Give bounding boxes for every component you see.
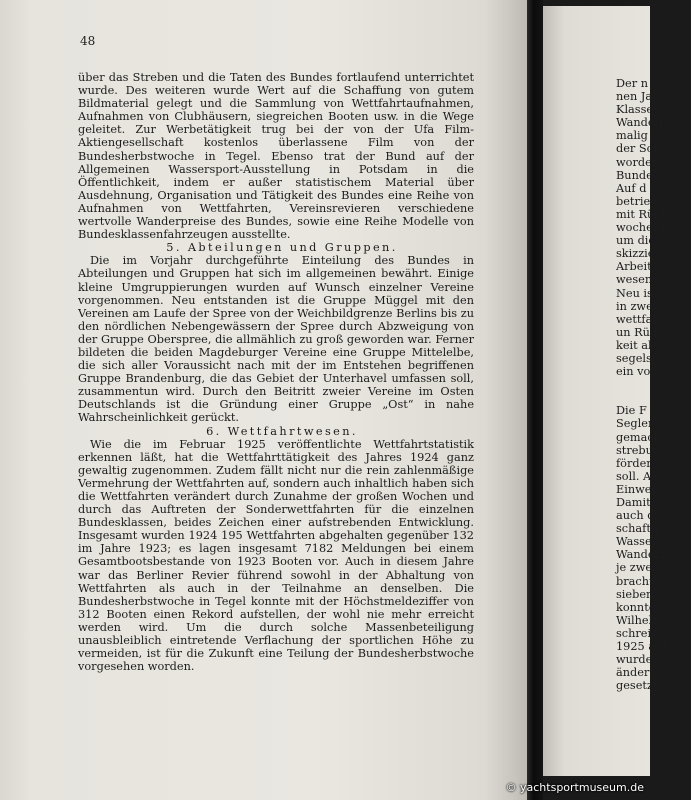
right-page-line: Wassersp	[616, 535, 671, 549]
right-page-line: Wilhelms	[616, 613, 669, 627]
right-page-line: 7.	[680, 391, 691, 405]
right-page-line: konnten.	[616, 600, 667, 614]
right-page-line: Segler-Bu	[616, 417, 673, 431]
right-page-line: nen Jahr	[616, 90, 665, 104]
right-page-line: betrieb e	[616, 194, 668, 208]
right-page-line: sieben Pr	[616, 587, 670, 601]
right-page-line: Damit sin	[616, 496, 671, 509]
right-page-line: schreibun	[616, 626, 673, 640]
right-page-line: worden	[616, 155, 660, 169]
right-page-line: Einweihu	[616, 482, 670, 496]
right-page-line: Wanderfa	[616, 548, 671, 562]
right-page-line: fördern,	[616, 456, 663, 470]
right-page-line: brachte	[616, 574, 661, 588]
right-page-line: Neu is	[616, 286, 653, 300]
right-page-line: gesetzt, v	[616, 679, 671, 693]
right-page-line: ein voller	[616, 365, 670, 379]
right-page-line: un Rüge	[616, 325, 664, 339]
right-page-line: je zwei	[616, 561, 656, 575]
right-page-line: schaftlich	[616, 522, 672, 536]
right-page-line: auch die	[616, 509, 665, 523]
section-heading: 6. Wettfahrtwesen.	[206, 424, 358, 438]
right-page-line: Auf d	[616, 181, 647, 195]
right-page-line: Bundesjol	[616, 168, 673, 182]
right-page-line: gemacht.	[616, 430, 670, 444]
right-page-line: ändert, s	[616, 666, 667, 680]
right-page-line: segelspor	[616, 351, 672, 365]
right-page-line: keit abg	[616, 338, 663, 352]
right-page-line: skizzieren	[616, 247, 674, 261]
right-page-line: der Sond	[616, 142, 668, 156]
right-page-line: Wanderp	[616, 116, 668, 130]
right-page-line: malig die	[616, 129, 670, 143]
right-page-line: woche, E	[616, 221, 669, 235]
body-paragraph: über das Streben und die Taten des Bundes fortlaufend unterrichtet wurde. Des weiteren wurde Wert auf die Schaffung von gutem Bildmaterial gelegt und die Sammlung von Wettfahrtaufnahmen, Aufnahmen von Clubhäusern, siegreichen Booten usw. in die Wege geleitet. Zur Werbetätigkeit trug bei der von der Ufa Film-Aktiengesellschaft kostenlos überlassene Film von der Bundesherbstwoche in Tegel. Ebenso trat der Bund auf der Allgemeinen Wassersport-Ausstellung in Potsdam in die Öffentlichkeit, indem er außer statistischem Material über Ausdehnung, Organisation und Tätigkeit des Bundes eine Reihe von Aufnahmen von Wettfahrten, Vereinsrevieren verschiedene wertvolle Wanderpreise des Bundes, sowie eine Reihe Modelle von Bundesklassenfahrzeugen ausstellte.	[78, 71, 474, 242]
right-page-line: strebunge	[616, 443, 675, 457]
watermark: © yachtsportmuseum.de	[505, 781, 644, 794]
right-page-line: Der n	[616, 77, 649, 90]
right-page	[543, 6, 691, 776]
right-page-line: wesen ist	[616, 273, 670, 287]
page-number: 48	[80, 34, 96, 48]
body-paragraph: Die im Vorjahr durchgeführte Einteilung des Bundes in Abteilungen und Gruppen hat sich im allgemeinen bewährt. Einige kleine Umgruppierungen wurden auf Wunsch einzelner Vereine vorgenommen. Neu entstanden ist die Gruppe Müggel mit den Vereinen am Laufe der Spree von der Weichbildgrenze Berlins bis zu den nördlichen Nebengewässern der Spree durch Abzweigung von der Gruppe Oberspree, die allmählich zu groß geworden war. Ferner bildeten die beiden Magdeburger Vereine eine Gruppe Mittelelbe, die sich aller Voraussicht nach mit der im Entstehen begriffenen Gruppe Brandenburg, die das Gebiet der Unterhavel umfassen soll, zusammentun wird. Durch den Beitritt zweier Vereine im Osten Deutschlands ist die Gründung einer Gruppe „Ost“ in nahe Wahrscheinlichkeit gerückt.	[78, 254, 474, 425]
right-page-line: Klassen s	[616, 103, 670, 117]
section-heading: 5. Abteilungen und Gruppen.	[166, 241, 398, 255]
right-page-line: soll. Als	[616, 469, 661, 483]
body-paragraph: Wie die im Februar 1925 veröffentlichte Wettfahrtstatistik erkennen läßt, hat die Wettfahrttätigkeit des Jahres 1924 ganz gewaltig zugenommen. Zudem fällt nicht nur die rein zahlenmäßige Vermehrung der Wettfahrten auf, sondern auch inhaltlich haben sich die Wettfahrten verändert durch Zunahme der großen Wochen und durch das Auftreten der Sonderwettfahrten für die einzelnen Bundesklassen, beides Zeichen einer aufstrebenden Entwicklung. Insgesamt wurden 1924 195 Wettfahrten abgehalten gegenüber 132 im Jahre 1923; es lagen insgesamt 7182 Meldungen bei einem Gesamtbootsbestande von 1923 Booten vor. Auch in diesem Jahre war das Berliner Revier führend sowohl in der Abhaltung von Wettfahrten als auch in der Teilnahme an denselben. Die Bundesherbstwoche in Tegel konnte mit der Höchstmeldeziffer von 312 Booten einen Rekord aufstellen, der wohl nie mehr erreicht werden wird. Um die durch solche Massenbeteiligung unausbleiblich eintretende Verflachung der sportlichen Höhe zu vermeiden, ist für die Zukunft eine Teilung der Bundesherbstwoche vorgesehen worden.	[78, 437, 474, 674]
right-page-line: mit Rück	[616, 207, 668, 221]
right-page-line: wettfahrt	[616, 312, 670, 326]
right-page-line: Die F	[616, 404, 647, 418]
right-page-line: 1925 auf	[616, 640, 667, 654]
right-page-text	[616, 77, 691, 692]
right-page-line: wurden e	[616, 653, 670, 667]
right-page-line: in zwei	[616, 299, 657, 313]
text-column	[78, 71, 474, 673]
book-gutter	[527, 0, 543, 800]
right-page-line: um die	[616, 234, 656, 248]
right-page-line: Arbeit d	[616, 260, 663, 274]
right-page-line	[616, 378, 691, 391]
